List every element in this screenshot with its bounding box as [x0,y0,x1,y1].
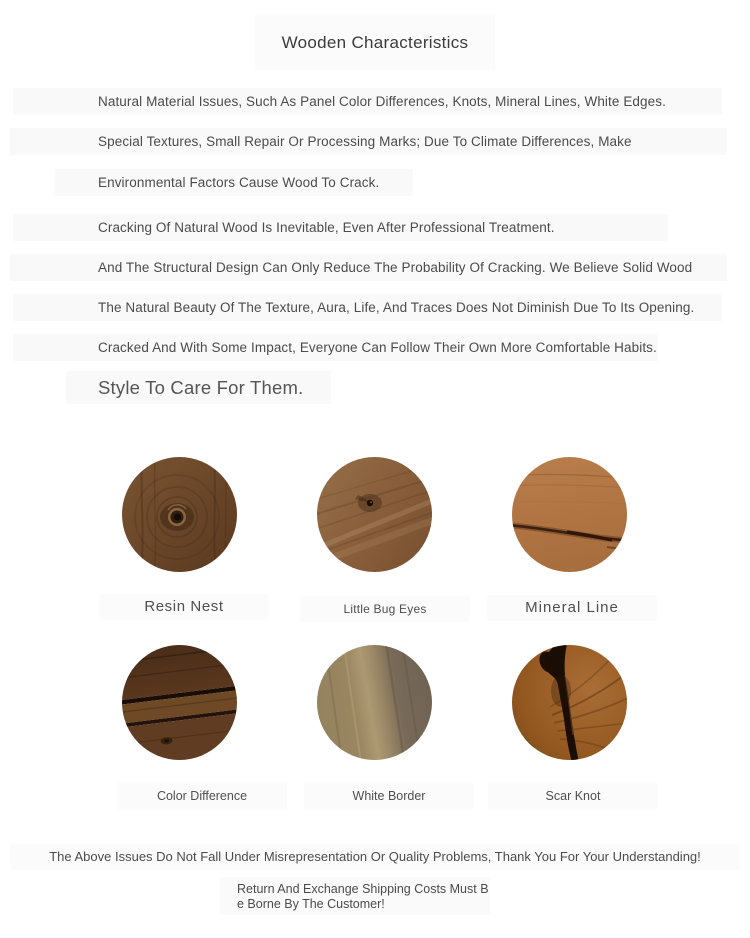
wood-sample-image-white-border [317,645,432,760]
footer-disclaimer: The Above Issues Do Not Fall Under Misrepresentation Or Quality Problems, Thank You For Your Understanding! [10,844,740,870]
page-title: Wooden Characteristics [255,15,495,70]
return-policy-line-2: e Borne By The Customer! [237,896,385,911]
paragraph-line-3: Environmental Factors Cause Wood To Crack. [55,169,413,196]
sample-label-mineral-line: Mineral Line [487,595,657,621]
sample-label-little-bug-eyes: Little Bug Eyes [300,596,470,622]
wood-sample-image-color-difference [122,645,237,760]
wood-sample-image-little-bug-eyes [317,457,432,572]
wood-sample-image-scar-knot [512,645,627,760]
wood-sample-image-resin-nest [122,457,237,572]
emphasis-line: Style To Care For Them. [66,371,331,404]
paragraph-line-5: And The Structural Design Can Only Reduce The Probability Of Cracking. We Believe Solid Wood [10,254,727,281]
sample-label-white-border: White Border [304,783,474,809]
paragraph-line-4: Cracking Of Natural Wood Is Inevitable, Even After Professional Treatment. [13,214,668,241]
sample-label-resin-nest: Resin Nest [99,594,269,620]
paragraph-line-1: Natural Material Issues, Such As Panel Color Differences, Knots, Mineral Lines, White Edges. [13,88,722,115]
return-policy-note [220,877,490,915]
paragraph-line-7: Cracked And With Some Impact, Everyone Can Follow Their Own More Comfortable Habits. [13,334,658,361]
paragraph-line-2: Special Textures, Small Repair Or Processing Marks; Due To Climate Differences, Make [10,128,727,155]
sample-label-color-difference: Color Difference [117,783,287,809]
paragraph-line-6: The Natural Beauty Of The Texture, Aura, Life, And Traces Does Not Diminish Due To Its Opening. [13,294,722,321]
return-policy-line-1: Return And Exchange Shipping Costs Must B [237,882,489,896]
sample-label-scar-knot: Scar Knot [488,783,658,809]
wood-sample-image-mineral-line [512,457,627,572]
